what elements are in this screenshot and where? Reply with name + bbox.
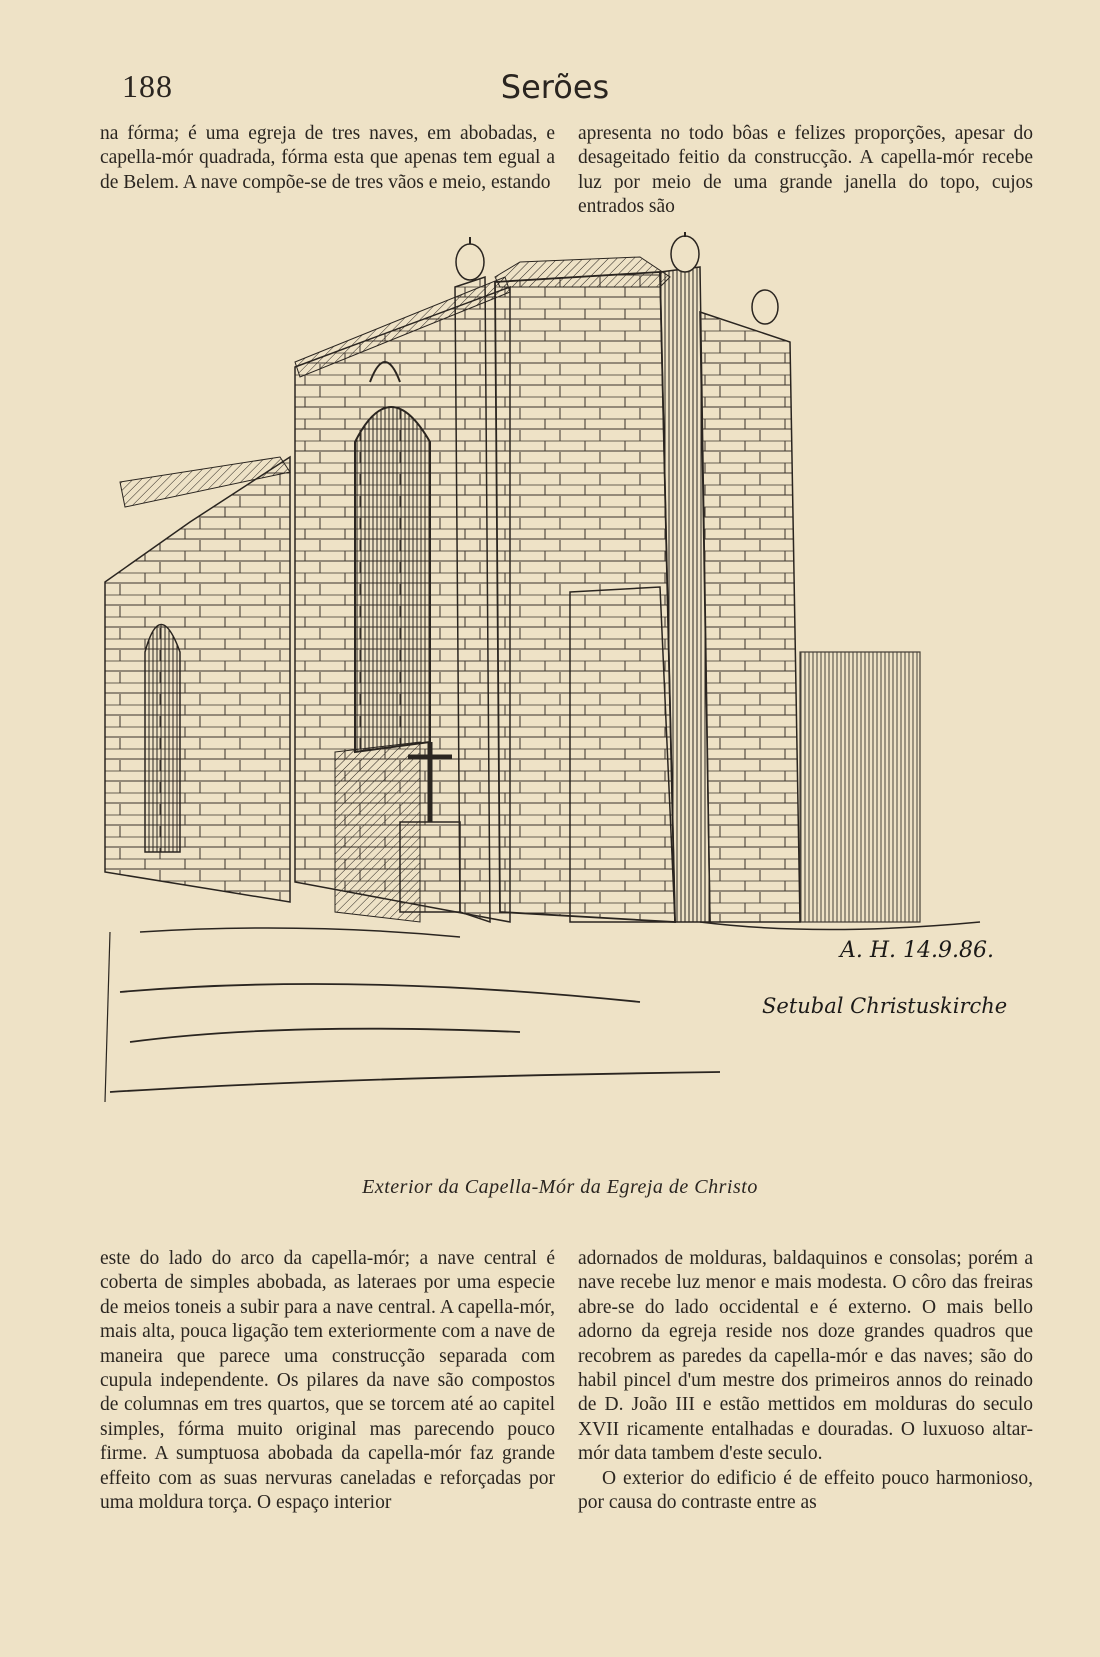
paragraph: apresenta no todo bôas e felizes proporções, apesar do desageitado feitio da construcção. A capella-mór recebe luz por meio de uma grande janella do topo, cujos entrados são — [578, 123, 1033, 218]
paragraph: este do lado do arco da capella-mór; a nave central é coberta de simples abobada, as lateraes por uma especie de meios toneis a subir para a nave central. A capella-mór, mais alta, pouca ligação tem exteriormente com a nave de maneira que parece uma construcção separada com cupula independente. Os pilares da nave são compostos de columnas em tres quartos, que se torcem até ao capitel simples, fórma muito original mas parecendo pouco firme. A sumptuosa abobada da capella-mór faz grande effeito com as suas nervuras caneladas e reforçadas por uma moldura torça. O espaço interior — [100, 1248, 555, 1514]
bottom-left-column — [100, 1247, 555, 1515]
running-title: Serões — [500, 68, 610, 106]
top-left-column — [100, 122, 555, 195]
place-label: Setubal Christuskirche — [762, 994, 1008, 1018]
paragraph: adornados de molduras, baldaquinos e consolas; porém a nave recebe luz menor e mais modesta. O côro das freiras abre-se do lado occidental e é externo. O mais bello adorno da egreja reside nos doze grandes quadros que recobrem as paredes da capella-mór e das naves; são do habil pincel d'um mestre dos primeiros annos do reinado de D. João III e estão mettidos em molduras do seculo XVII ricamente entalhadas e douradas. O luxuoso altar-mór data tambem d'este seculo. — [578, 1248, 1033, 1465]
paragraph: O exterior do edificio é de effeito pouco harmonioso, por causa do contraste entre as — [578, 1467, 1033, 1514]
church-illustration — [100, 232, 1040, 1157]
paragraph: na fórma; é uma egreja de tres naves, em abobadas, e capella-mór quadrada, fórma esta que apenas tem egual a de Belem. A nave compõe-se de tres vãos e meio, estando — [100, 123, 555, 193]
figure-caption: Exterior da Capella-Mór da Egreja de Christo — [362, 1176, 758, 1198]
artist-signature: A. H. 14.9.86. — [840, 938, 995, 963]
page-header — [0, 68, 1100, 112]
page-number: 188 — [122, 68, 173, 104]
top-right-column — [578, 122, 1033, 220]
bottom-right-column — [578, 1247, 1033, 1515]
